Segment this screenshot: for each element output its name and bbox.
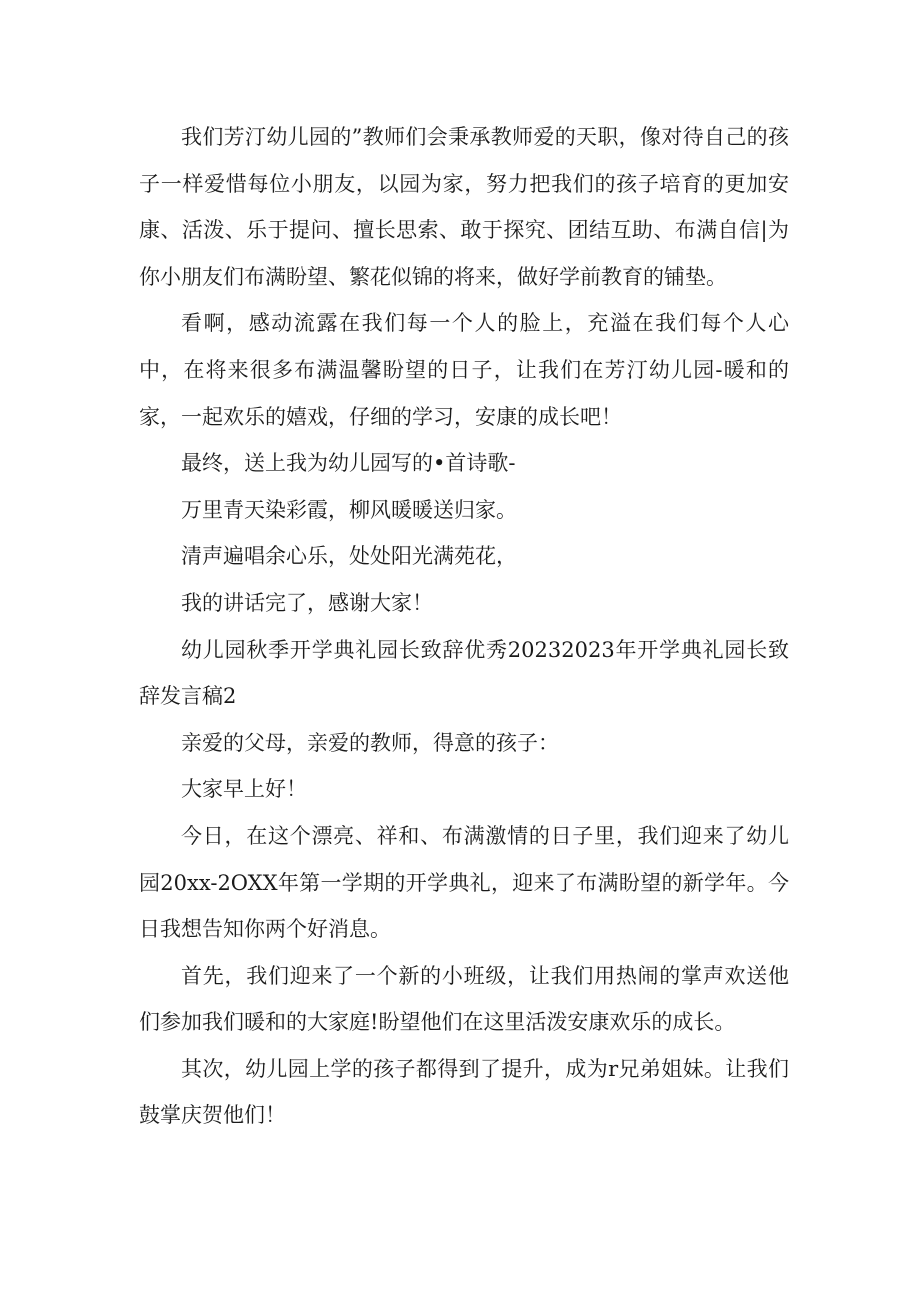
poem-line-2: 清声遍唱余心乐，处处阳光满苑花， bbox=[181, 544, 517, 569]
document-body bbox=[139, 114, 789, 1139]
paragraph-5: 首先，我们迎来了一个新的小班级，让我们用热闹的掌声欢送他们参加我们暖和的大家庭!盼望他们在这里活泼安康欢乐的成长。 bbox=[139, 963, 789, 1035]
paragraph-4: 今日，在这个漂亮、祥和、布满激情的日子里，我们迎来了幼儿园20xx-2OXX年第一学期的开学典礼，迎来了布满盼望的新学年。今日我想告知你两个好消息。 bbox=[139, 823, 789, 942]
poem-line-1: 万里青天染彩霞，柳风暖暖送归家。 bbox=[181, 497, 517, 522]
section-heading: 幼儿园秋季开学典礼园长致辞优秀20232023年开学典礼园长致辞发言稿2 bbox=[139, 637, 789, 709]
salutation: 亲爱的父母，亲爱的教师，得意的孩子： bbox=[181, 730, 559, 755]
paragraph-2: 看啊，感动流露在我们每一个人的脸上，充溢在我们每个人心中，在将来很多布满温馨盼望的日子，让我们在芳汀幼儿园-暖和的家，一起欢乐的嬉戏，仔细的学习，安康的成长吧！ bbox=[139, 311, 789, 429]
paragraph-6: 其次，幼儿园上学的孩子都得到了提升，成为r兄弟姐妹。让我们鼓掌庆贺他们！ bbox=[139, 1056, 789, 1128]
paragraph-closing: 我的讲话完了，感谢大家！ bbox=[181, 590, 433, 615]
paragraph-1: 我们芳汀幼儿园的”教师们会秉承教师爱的天职，像对待自己的孩子一样爱惜每位小朋友，以园为家，努力把我们的孩子培育的更加安康、活泼、乐于提问、擅长思索、敢于探究、团结互助、布满自信|为你小朋友们布满盼望、繁花似锦的将来，做好学前教育的铺垫。 bbox=[139, 125, 789, 289]
greeting: 大家早上好！ bbox=[181, 777, 307, 802]
paragraph-3: 最终，送上我为幼儿园写的•首诗歌- bbox=[181, 451, 516, 476]
